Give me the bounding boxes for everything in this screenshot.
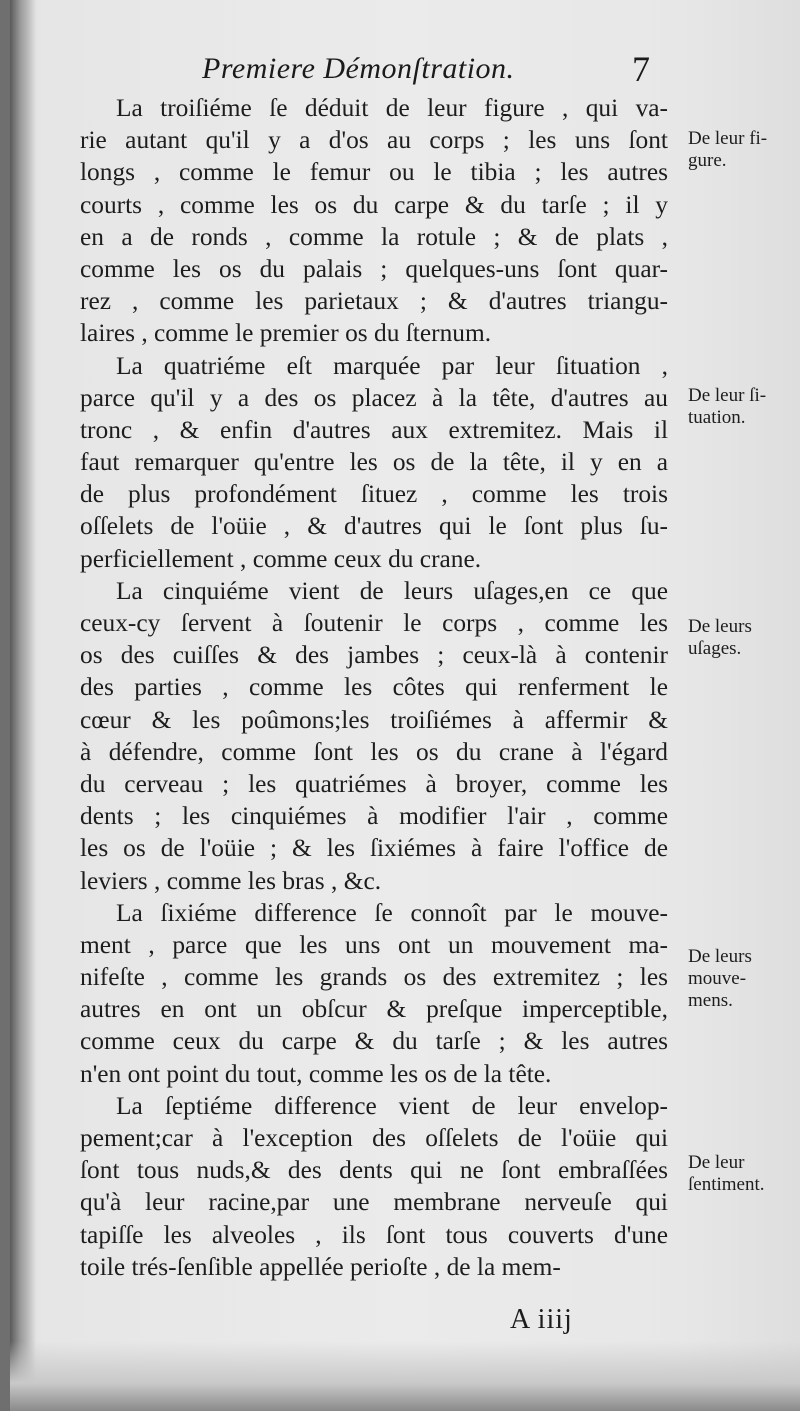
text-line: qu'à leur racine,par une membrane nerveuſe qui [80,1188,668,1217]
text-line: des parties , comme les côtes qui renferment le [80,673,668,702]
margin-note [688,616,798,660]
margin-note-line: gure. [688,150,727,171]
margin-note-line: De leur ſi- [688,385,767,406]
text-line: faut remarquer qu'entre les os de la tête, il y en a [80,448,668,477]
text-line: rie autant qu'il y a d'os au corps ; les uns ſont [80,126,668,155]
page-number: 7 [632,49,650,89]
text-line: nifeſte , comme les grands os des extremitez ; les [80,963,668,992]
margin-note [688,946,798,1012]
text-line: oſſelets de l'oüie , & d'autres qui le ſont plus ſu- [80,512,668,541]
text-line: ceux-cy ſervent à ſoutenir le corps , comme les [80,609,668,637]
text-line: à défendre, comme ſont les os du crane à l'égard [80,737,668,766]
text-line: longs , comme le femur ou le tibia ; les autres [80,158,668,187]
text-line: les os de l'oüie ; & les ſixiémes à faire l'office de [80,834,668,863]
text-line: dents ; les cinquiémes à modifier l'air , comme [80,802,668,831]
paragraph [80,92,668,350]
text-line: La quatriéme eſt marquée par leur ſituation , [116,351,668,380]
text-line: comme ceux du carpe & du tarſe ; & les autres [80,1027,668,1056]
text-line: tronc , & enfin d'autres aux extremitez. Mais il [80,415,668,444]
text-line: parce qu'il y a des os placez à la tête, d'autres au [80,383,668,412]
text-line: du cerveau ; les quatriémes à broyer, comme les [80,769,668,798]
margin-note-line: tuation. [688,407,746,428]
text-line: ment , parce que les uns ont un mouvement ma- [80,930,668,959]
margin-note-line: ſentiment. [688,1174,765,1195]
text-line: cœur & les poûmons;les troiſiémes à affermir & [80,705,668,734]
text-line: ſont tous nuds,& des dents qui ne ſont embraſſées [80,1156,668,1185]
text-line: rez , comme les parietaux ; & d'autres triangu- [80,287,668,316]
margin-note-line: De leurs [688,946,752,967]
margin-note-line: uſages. [688,638,742,659]
margin-note-line: De leurs [688,616,752,637]
book-page [10,0,800,1411]
text-line: os des cuiſſes & des jambes ; ceux-là à contenir [80,641,668,670]
text-line: toile trés-ſenſible appellée perioſte , de la mem- [80,1252,561,1281]
text-line: La ſixiéme difference ſe connoît par le mouve- [116,898,668,927]
paragraph [80,575,668,897]
paragraph [80,897,668,1090]
margin-note-line: mens. [688,990,733,1011]
margin-note [688,128,798,172]
running-title: Premiere Démonſtration. [202,52,515,85]
signature-mark: A iiij [510,1304,573,1335]
text-line: perficiellement , comme ceux du crane. [80,544,482,573]
text-line: pement;car à l'exception des oſſelets de l'oüie qui [80,1124,668,1152]
text-line: autres en ont un obſcur & preſque imperceptible, [80,995,668,1024]
text-line: laires , comme le premier os du ſternum. [80,319,492,348]
text-line: courts , comme les os du carpe & du tarſe ; il y [80,190,668,219]
text-line: La cinquiéme vient de leurs uſages,en ce que [116,576,668,605]
paragraph [80,350,668,575]
text-line: n'en ont point du tout, comme les os de la tête. [80,1059,552,1088]
page-header [10,49,670,92]
margin-note-line: De leur fi- [688,128,768,149]
text-line: leviers , comme les bras , &c. [80,866,382,895]
margin-note-line: mouve- [688,968,747,989]
binding-shadow [10,0,36,1411]
text-line: comme les os du palais ; quelques-uns ſont quar- [80,254,668,283]
margin-note [688,1152,798,1196]
text-line: La troiſiéme ſe déduit de leur figure , qui va- [116,94,668,122]
body-text [80,92,668,1283]
text-line: en a de ronds , comme la rotule ; & de plats , [80,222,668,251]
text-line: tapiſſe les alveoles , ils ſont tous couverts d'une [80,1220,668,1249]
margin-note [688,385,798,429]
page-bottom-shadow [10,1341,800,1411]
margin-note-line: De leur [688,1152,745,1173]
paragraph [80,1090,668,1283]
text-line: La ſeptiéme difference vient de leur envelop- [116,1091,668,1120]
text-line: de plus profondément ſituez , comme les trois [80,480,668,509]
